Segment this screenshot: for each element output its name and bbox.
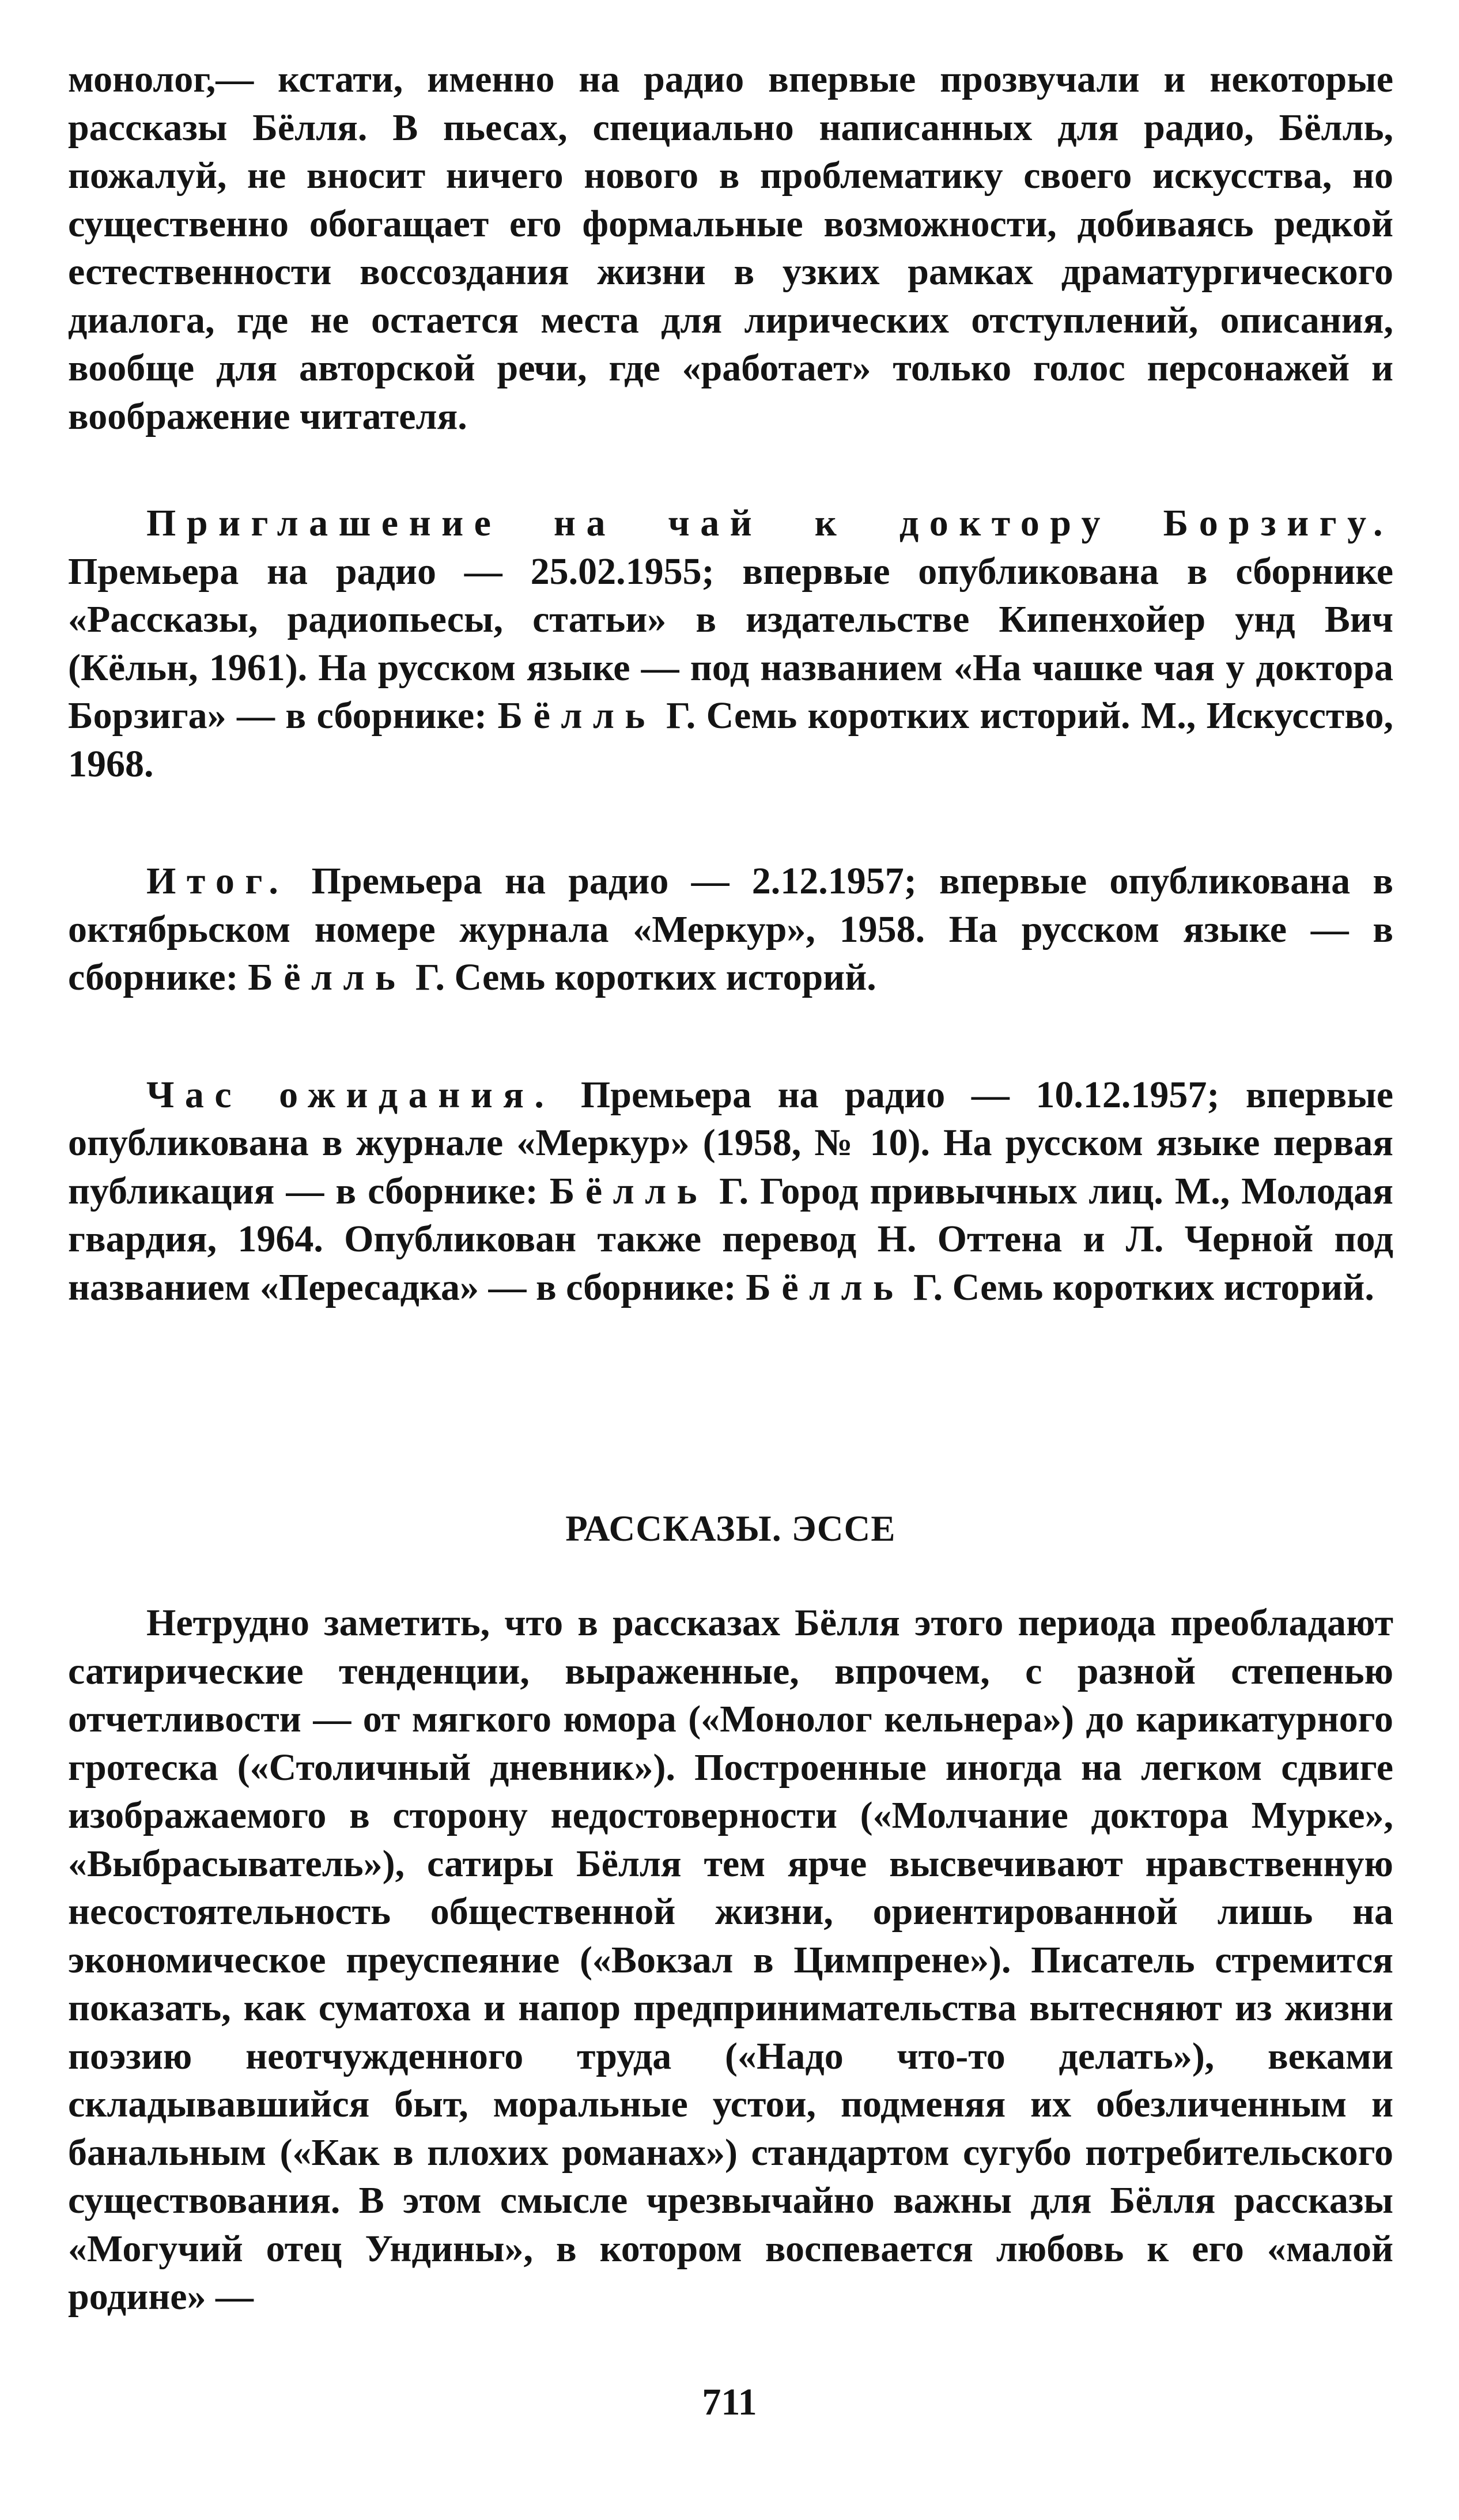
borsig-details-b: Г. Семь коротких историй. М., Искусство, 1968. xyxy=(68,695,1393,785)
itog-details-a: Премьера на радио — 2.12.1957; впервые опубликована в октябрьском номере журнала «Меркур», 1958. На русском языке — в сборнике: xyxy=(68,860,1393,998)
work-title-borsig: Приглашение на чай к доктору Борзигу. xyxy=(146,502,1393,544)
paragraph-borsig-entry xyxy=(68,499,1393,788)
author-name: Бёлль xyxy=(497,695,656,737)
paragraph-satire-overview: Нетрудно заметить, что в рассказах Бёлля этого периода преобладают сатирические тенденции, выраженные, впрочем, с разной степенью отчетливости — от мягкого юмора («Монолог кельнера») до карикатурного гротеска («Столичный дневник»). Построенные иногда на легком сдвиге изображаемого в сторону недостоверности («Молчание доктора Мурке», «Выбрасыватель»), сатиры Бёлля тем ярче высвечивают нравственную несостоятельность общественной жизни, ориентированной лишь на экономическое преуспеяние («Вокзал в Цимпрене»). Писатель стремится показать, как суматоха и напор предпринимательства вытесняют из жизни поэзию неотчужденного труда («Надо что-то делать»), веками складывавшийся быт, моральные устои, подменяя их обезличенным и банальным («Как в плохих романах») стандартом сугубо потребительского существования. В этом смысле чрезвычайно важны для Бёлля рассказы «Могучий отец Ундины», в котором воспевается любовь к его «малой родине» — xyxy=(68,1602,1393,2318)
author-name: Бёлль xyxy=(746,1266,904,1308)
section-stories-essays xyxy=(68,1599,1393,2321)
author-name: Бёлль xyxy=(248,956,406,998)
work-title-waiting-hour: Час ожидания. xyxy=(146,1073,555,1116)
page-body xyxy=(68,55,1393,2318)
waiting-hour-details-a: Премьера на радио — 10.12.1957; впервые опубликована в журнале «Меркур» (1958, № 10). На русском языке первая публикация — в сборнике: xyxy=(68,1073,1393,1212)
section-heading: РАССКАЗЫ. ЭССЕ xyxy=(565,1508,896,1549)
waiting-hour-details-c: Г. Семь коротких историй. xyxy=(904,1266,1374,1308)
author-name: Бёлль xyxy=(549,1170,708,1212)
paragraph-itog-entry xyxy=(68,857,1393,1002)
paragraph-radio-plays-intro: монолог,— кстати, именно на радио впервые прозвучали и некоторые рассказы Бёлля. В пьесах, специально написанных для радио, Бёлль, пожалуй, не вносит ничего нового в проблематику своего искусства, но существенно обогащает его формальные возможности, добиваясь редкой естественности воссоздания жизни в узких рамках драматургического диалога, где не остается места для лирических отступлений, описания, вообще для авторской речи, где «работает» только голос персонажей и воображение читателя. xyxy=(68,58,1393,437)
paragraph-waiting-hour-entry xyxy=(68,1071,1393,1312)
waiting-hour-details-b: Г. Город привычных лиц. М., Молодая гвардия, 1964. Опубликован также перевод Н. Оттена и Л. Черной под названием «Пересадка» — в сборнике: xyxy=(68,1170,1393,1308)
page-number: 711 xyxy=(702,2381,757,2423)
itog-details-b: Г. Семь коротких историй. xyxy=(406,956,876,998)
work-title-itog: Итог. xyxy=(146,860,289,902)
borsig-details-a: Премьера на радио — 25.02.1955; впервые опубликована в сборнике «Рассказы, радиопьесы, статьи» в издательстве Кипенхойер унд Вич (Кёльн, 1961). На русском языке — под названием «На чашке чая у доктора Борзига» — в сборнике: xyxy=(68,550,1393,737)
